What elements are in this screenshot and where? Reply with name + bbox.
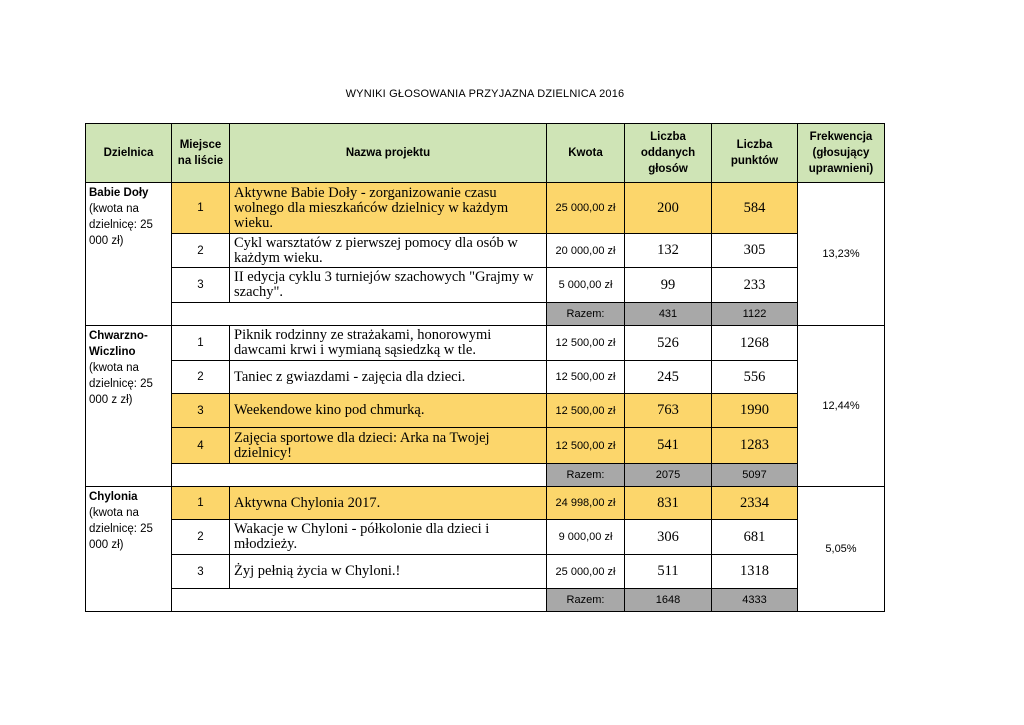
votes-cell: 245 [625,361,712,394]
summary-label: Razem: [547,303,625,326]
summary-label: Razem: [547,464,625,487]
points-cell: 1268 [712,326,798,361]
votes-cell: 99 [625,268,712,303]
place-cell: 1 [172,487,230,520]
votes-cell: 541 [625,428,712,464]
project-name-cell: II edycja cyklu 3 turniejów szachowych "Grajmy w szachy". [230,268,547,303]
district-cell [86,487,172,612]
amount-cell: 24 998,00 zł [547,487,625,520]
district-cell [86,183,172,326]
project-row [86,394,885,428]
place-cell: 2 [172,520,230,555]
place-cell: 2 [172,361,230,394]
summary-votes: 431 [625,303,712,326]
project-name-cell: Weekendowe kino pod chmurką. [230,394,547,428]
summary-points: 1122 [712,303,798,326]
amount-cell: 12 500,00 zł [547,361,625,394]
points-cell: 2334 [712,487,798,520]
amount-cell: 9 000,00 zł [547,520,625,555]
amount-cell: 5 000,00 zł [547,268,625,303]
summary-blank [172,464,547,487]
amount-cell: 20 000,00 zł [547,234,625,268]
points-cell: 681 [712,520,798,555]
header-nazwa: Nazwa projektu [230,124,547,183]
points-cell: 1318 [712,555,798,589]
place-cell: 3 [172,268,230,303]
header-dzielnica: Dzielnica [86,124,172,183]
project-row [86,487,885,520]
amount-cell: 25 000,00 zł [547,555,625,589]
summary-blank [172,303,547,326]
summary-points: 4333 [712,589,798,612]
turnout-cell: 13,23% [798,183,885,326]
project-name-cell: Zajęcia sportowe dla dzieci: Arka na Twojej dzielnicy! [230,428,547,464]
points-cell: 556 [712,361,798,394]
amount-cell: 25 000,00 zł [547,183,625,234]
summary-points: 5097 [712,464,798,487]
project-row [86,361,885,394]
project-name-cell: Żyj pełnią życia w Chyloni.! [230,555,547,589]
place-cell: 2 [172,234,230,268]
project-row [86,428,885,464]
turnout-cell: 12,44% [798,326,885,487]
page-title: WYNIKI GŁOSOWANIA PRZYJAZNA DZIELNICA 2016 [345,88,625,100]
district-note: (kwota na dzielnicę: 25 000 zł) [89,203,153,247]
header-miejsce: Miejsce na liście [172,124,230,183]
district-name: Chylonia [89,491,138,503]
points-cell: 305 [712,234,798,268]
votes-cell: 511 [625,555,712,589]
district-name: Babie Doły [89,187,149,199]
project-row [86,555,885,589]
project-name-cell: Aktywna Chylonia 2017. [230,487,547,520]
project-name-cell: Piknik rodzinny ze strażakami, honorowymi dawcami krwi i wymianą sąsiedzką w tle. [230,326,547,361]
header-frekwencja: Frekwencja (głosujący uprawnieni) [798,124,885,183]
points-cell: 1283 [712,428,798,464]
project-name-cell: Aktywne Babie Doły - zorganizowanie czasu wolnego dla mieszkańców dzielnicy w każdym wieku. [230,183,547,234]
project-name-cell: Taniec z gwiazdami - zajęcia dla dzieci. [230,361,547,394]
votes-cell: 306 [625,520,712,555]
summary-blank [172,589,547,612]
points-cell: 233 [712,268,798,303]
summary-label: Razem: [547,589,625,612]
votes-cell: 200 [625,183,712,234]
votes-cell: 831 [625,487,712,520]
summary-row [86,589,885,612]
project-name-cell: Cykl warsztatów z pierwszej pomocy dla osób w każdym wieku. [230,234,547,268]
project-row [86,183,885,234]
place-cell: 3 [172,555,230,589]
district-cell [86,326,172,487]
header-glosy: Liczba oddanych głosów [625,124,712,183]
amount-cell: 12 500,00 zł [547,428,625,464]
amount-cell: 12 500,00 zł [547,394,625,428]
district-note: (kwota na dzielnicę: 25 000 z zł) [89,362,153,406]
district-note: (kwota na dzielnicę: 25 000 zł) [89,507,153,551]
votes-cell: 132 [625,234,712,268]
header-kwota: Kwota [547,124,625,183]
summary-votes: 2075 [625,464,712,487]
summary-votes: 1648 [625,589,712,612]
results-table [85,123,885,612]
place-cell: 1 [172,183,230,234]
project-row [86,326,885,361]
amount-cell: 12 500,00 zł [547,326,625,361]
project-row [86,268,885,303]
header-punkty: Liczba punktów [712,124,798,183]
project-row [86,520,885,555]
turnout-cell: 5,05% [798,487,885,612]
project-row [86,234,885,268]
points-cell: 1990 [712,394,798,428]
project-name-cell: Wakacje w Chyloni - półkolonie dla dzieci i młodzieży. [230,520,547,555]
district-name: Chwarzno-Wiczlino [89,330,148,358]
place-cell: 4 [172,428,230,464]
summary-row [86,464,885,487]
header-row [86,124,885,183]
place-cell: 1 [172,326,230,361]
votes-cell: 763 [625,394,712,428]
place-cell: 3 [172,394,230,428]
votes-cell: 526 [625,326,712,361]
points-cell: 584 [712,183,798,234]
summary-row [86,303,885,326]
